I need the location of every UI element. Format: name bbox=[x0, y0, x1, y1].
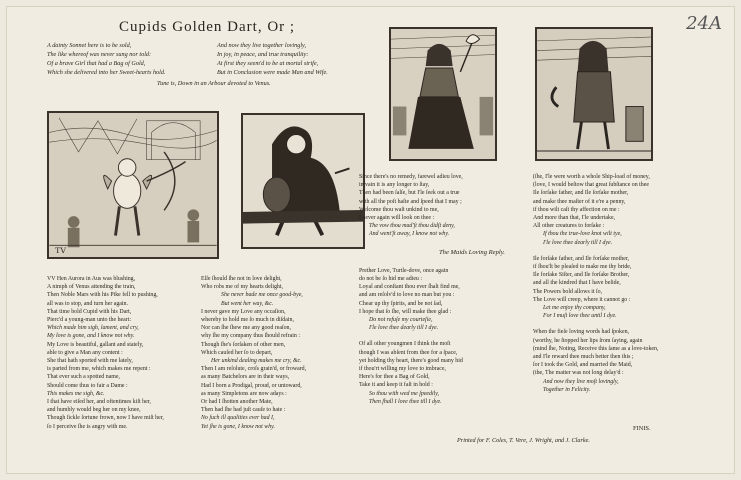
verse-line: Though ſhe's ſorſaken of other men, bbox=[201, 341, 286, 348]
verse-line: I never again will look on thee : bbox=[359, 215, 435, 222]
verse-column-4 bbox=[533, 173, 658, 394]
verse-line: That ever such a spotted name, bbox=[47, 374, 120, 381]
printer-imprint: Printed for F. Coles, T. Vere, J. Wright, and J. Clarke. bbox=[457, 437, 590, 444]
verse-line: Then had been ſalſe, but I'le ſeek out a true bbox=[359, 190, 460, 197]
maid-woodcut-image bbox=[391, 29, 495, 159]
verse-line: if ſhou'lt be pleaſed to make me thy bride, bbox=[533, 264, 632, 271]
intro-line: In joy, in peace, and true tranquility: bbox=[217, 51, 309, 58]
verse-line: ſo I perceive ſhe is angry with me. bbox=[47, 423, 128, 430]
gentleman-woodcut-image bbox=[537, 29, 651, 159]
verse-line: Then Noble Mars with his Pike fell to pushing, bbox=[47, 292, 158, 299]
verse-line: Do not refuſe my courteſie, bbox=[369, 317, 433, 324]
verse-line: if thou'rt willing my love to imbrace, bbox=[359, 366, 446, 373]
verse-line: Prether Love, Turtle-dove, once again bbox=[359, 267, 449, 274]
verse-line: I'le love thee dearly till I dye. bbox=[543, 239, 613, 246]
verse-line: Or had I ſhotten another Mate, bbox=[201, 399, 273, 406]
verse-line: and I'le reward thee much better then this ; bbox=[533, 354, 634, 361]
verse-line: (love, I would beſtow that great ſubſtance on thee bbox=[533, 182, 649, 189]
intro-line: But in Conclusion were made Man and Wife. bbox=[217, 69, 328, 76]
verse-line: do not be ſo hid me adieu : bbox=[359, 276, 422, 283]
stanza-gap bbox=[359, 257, 505, 267]
verse-line: (ſhe, I'le were worth a whole Ship-load of money, bbox=[533, 174, 650, 180]
intro-line: And now they live together lovingly, bbox=[217, 42, 307, 49]
cavalier-woodcut-image bbox=[243, 115, 363, 247]
stanza-gap bbox=[533, 320, 658, 328]
shelfmark: 24A bbox=[686, 13, 722, 34]
verse-line: why ſhe my company thus ſhould refrain : bbox=[201, 333, 300, 340]
verse-line: Welcome thou waſt unkind to me, bbox=[359, 206, 439, 213]
verse-line: Ile ſorſake father, and Ile ſorſake mother, bbox=[533, 190, 629, 197]
woodcut-maid bbox=[389, 27, 497, 161]
verse-line: Yet ſhe is gone, I know not why. bbox=[201, 423, 275, 430]
verse-line: And more than that, I'le undertake, bbox=[533, 215, 616, 222]
stanza-gap bbox=[533, 247, 658, 255]
verse-line: This makes me sigh, &c. bbox=[47, 390, 105, 397]
tune-line: Tune is, Down in an Arbour devoted to Venus. bbox=[157, 80, 271, 87]
verse-line: with all the poſt haſte and ſpeed that I may ; bbox=[359, 198, 462, 205]
intro-line: At first they seem'd to be at mortal strife, bbox=[217, 60, 319, 67]
verse-line: Then I am reſolute, croſs grain'd, or froward, bbox=[201, 366, 307, 373]
verse-line: The vow thou mad'ſt thou didſt deny, bbox=[369, 223, 455, 230]
verse-line: My Love is beautiful, gallant and stately, bbox=[47, 341, 144, 348]
verse-line: I hope that ſo ſhe, will make thee glad : bbox=[359, 308, 452, 315]
verse-line: Then ſhall I love thee till I dye. bbox=[369, 398, 442, 405]
verse-line: whereby to hold me ſo much in diſdain, bbox=[201, 317, 294, 324]
verse-line: Then had ſhe had juſt cauſe to hate : bbox=[201, 407, 286, 414]
verse-line: in vain it is any longer to ſtay, bbox=[359, 182, 430, 189]
verse-line: Pierc'd a young-man unto the heart: bbox=[47, 317, 131, 324]
verse-line: And went'ſt away, I know not why. bbox=[369, 231, 450, 238]
verse-line: and humbly would beg her on my knee, bbox=[47, 407, 141, 414]
verse-line: (the, The matter was not long delay'd : bbox=[533, 370, 624, 377]
reply-heading: The Maids Loving Reply. bbox=[439, 248, 505, 256]
verse-line: though I was abſent from thee for a ſpace, bbox=[359, 349, 458, 356]
verse-line: yet holding thy heart, there's good many hid bbox=[359, 357, 463, 364]
verse-line: So thou with wed me ſpeedily, bbox=[369, 390, 440, 397]
intro-line: Of a brave Girl that had a Bag of Gold, bbox=[47, 60, 146, 67]
verse-line: Here's for thee a Bag of Gold, bbox=[359, 374, 430, 381]
verse-line: if thou wilt caſt thy affection on me : bbox=[533, 206, 620, 213]
verse-line: For I muſt love thee until I dye. bbox=[543, 313, 617, 320]
intro-right bbox=[217, 41, 328, 77]
verse-line: All other creatures to forſake : bbox=[533, 223, 605, 230]
verse-line: VV Hen Aurora in Aus was blushing, bbox=[47, 276, 136, 282]
verse-line: ſor I took the Gold, and married the Maid, bbox=[533, 362, 633, 369]
verse-line: Which made him sigh, lament, and cry, bbox=[47, 325, 139, 332]
verse-line: and all the kindred that I have beſide, bbox=[533, 280, 621, 287]
verse-line: Elſe ſhould ſhe not in love delight, bbox=[201, 276, 282, 282]
verse-line: Loyal and conſtant thou ever ſhalt find me, bbox=[359, 284, 460, 291]
verse-line: Her unkind dealing makes me cry, &c. bbox=[211, 358, 302, 365]
verse-line: I never gave my Love any occaſion, bbox=[201, 308, 286, 315]
verse-line: The Powers bold allows it ſo, bbox=[533, 288, 603, 295]
verse-line: Take it and keep it faſt in hold : bbox=[359, 382, 433, 389]
stanza-gap bbox=[359, 332, 505, 340]
verse-line: is parted from me, which makes me repent : bbox=[47, 366, 151, 373]
verse-line: I'le love thee dearly till I dye. bbox=[369, 325, 439, 332]
verse-line: as many Batchelors are in their ways, bbox=[201, 374, 290, 381]
verse-line: Ile forſake father, and Ile forſake mother, bbox=[533, 255, 630, 262]
verse-line: She never bade me once good-bye, bbox=[221, 292, 303, 299]
verse-line: and make thee maſter of it e're a penny, bbox=[533, 198, 626, 205]
verse-line: Though ſickle ſortune frown, now I have miſt her, bbox=[47, 415, 164, 422]
verse-column-1 bbox=[47, 275, 164, 431]
verse-column-2 bbox=[201, 275, 306, 431]
woodcut-cupid bbox=[47, 111, 219, 259]
verse-line: Had I born a Prodigal, proud, or untoward, bbox=[201, 382, 302, 389]
verse-line: My love is gone, and I know not why. bbox=[47, 333, 135, 340]
verse-line: Nor can ſhe ſhew me any good reaſon, bbox=[201, 325, 291, 332]
verse-line: She that hath sported with me lately, bbox=[47, 358, 133, 365]
verse-line: Since there's no remedy, farewel adieu love, bbox=[359, 174, 463, 180]
intro-line: Which she delivered into her Sweet-hearts hold. bbox=[47, 69, 166, 76]
verse-line: Should come thus to fair a Dame : bbox=[47, 382, 128, 389]
verse-line: No ſuch ill qualities ever had I, bbox=[201, 415, 275, 422]
intro-left bbox=[47, 41, 166, 77]
cupid-woodcut-image bbox=[49, 113, 217, 257]
intro-line: A dainty Sonnet here is to be sold, bbox=[47, 42, 132, 49]
verse-line: all was to stop, and turn her again. bbox=[47, 300, 128, 307]
verse-line: But went her way, &c. bbox=[221, 300, 274, 307]
verse-line: A nimph of Venus attending the train, bbox=[47, 284, 136, 291]
verse-line: Let me enjoy thy company, bbox=[543, 305, 606, 312]
verse-line: When the fieſe loving words had ſpoken, bbox=[533, 329, 630, 336]
verse-line: And now they live moſt lovingly, bbox=[543, 378, 619, 385]
verse-line: The Love will creep, where it cannot go : bbox=[533, 296, 631, 303]
verse-line: If thou the true-love knot wilt tye, bbox=[543, 231, 622, 238]
intro-line: The like whereof was never sung nor told: bbox=[47, 51, 152, 58]
verse-line: as many Simpletons are now adays : bbox=[201, 390, 287, 397]
verse-line: Who robs me of my hearts delight, bbox=[201, 284, 283, 291]
verse-line: I that have eiſed her, and oftentimes kiſt her, bbox=[47, 399, 151, 406]
woodcut-gentleman bbox=[535, 27, 653, 161]
verse-line: Together in Felicity. bbox=[543, 386, 591, 393]
broadside-sheet bbox=[6, 6, 735, 474]
verse-line: and am reſolv'd to love no man but you : bbox=[359, 292, 455, 299]
verse-line: (mind ſhe, Noting, Receive this ſame as a love-token, bbox=[533, 345, 659, 352]
verse-line: able to give a Man any content : bbox=[47, 349, 123, 356]
finis-mark: FINIS. bbox=[633, 425, 651, 432]
verse-line: Of all other youngmen I think the moſt bbox=[359, 341, 451, 348]
stanza-gap bbox=[359, 239, 505, 249]
verse-column-3 bbox=[359, 173, 505, 406]
verse-line: (worthy, he ſtopped her lips ſrom ſaying, again bbox=[533, 337, 643, 344]
ballad-title: Cupids Golden Dart, Or ; bbox=[119, 19, 296, 35]
svg-text:TV: TV bbox=[55, 246, 66, 256]
verse-line: Chear up thy ſpirits, and be not ſad, bbox=[359, 300, 443, 307]
verse-line: Which cauſed her ſo to depart, bbox=[201, 349, 273, 356]
verse-line: That time bold Cupid with his Dart, bbox=[47, 308, 132, 315]
woodcut-cavalier bbox=[241, 113, 365, 249]
verse-line: Ile forſake Siſter, and Ile forſake Brother, bbox=[533, 272, 630, 279]
